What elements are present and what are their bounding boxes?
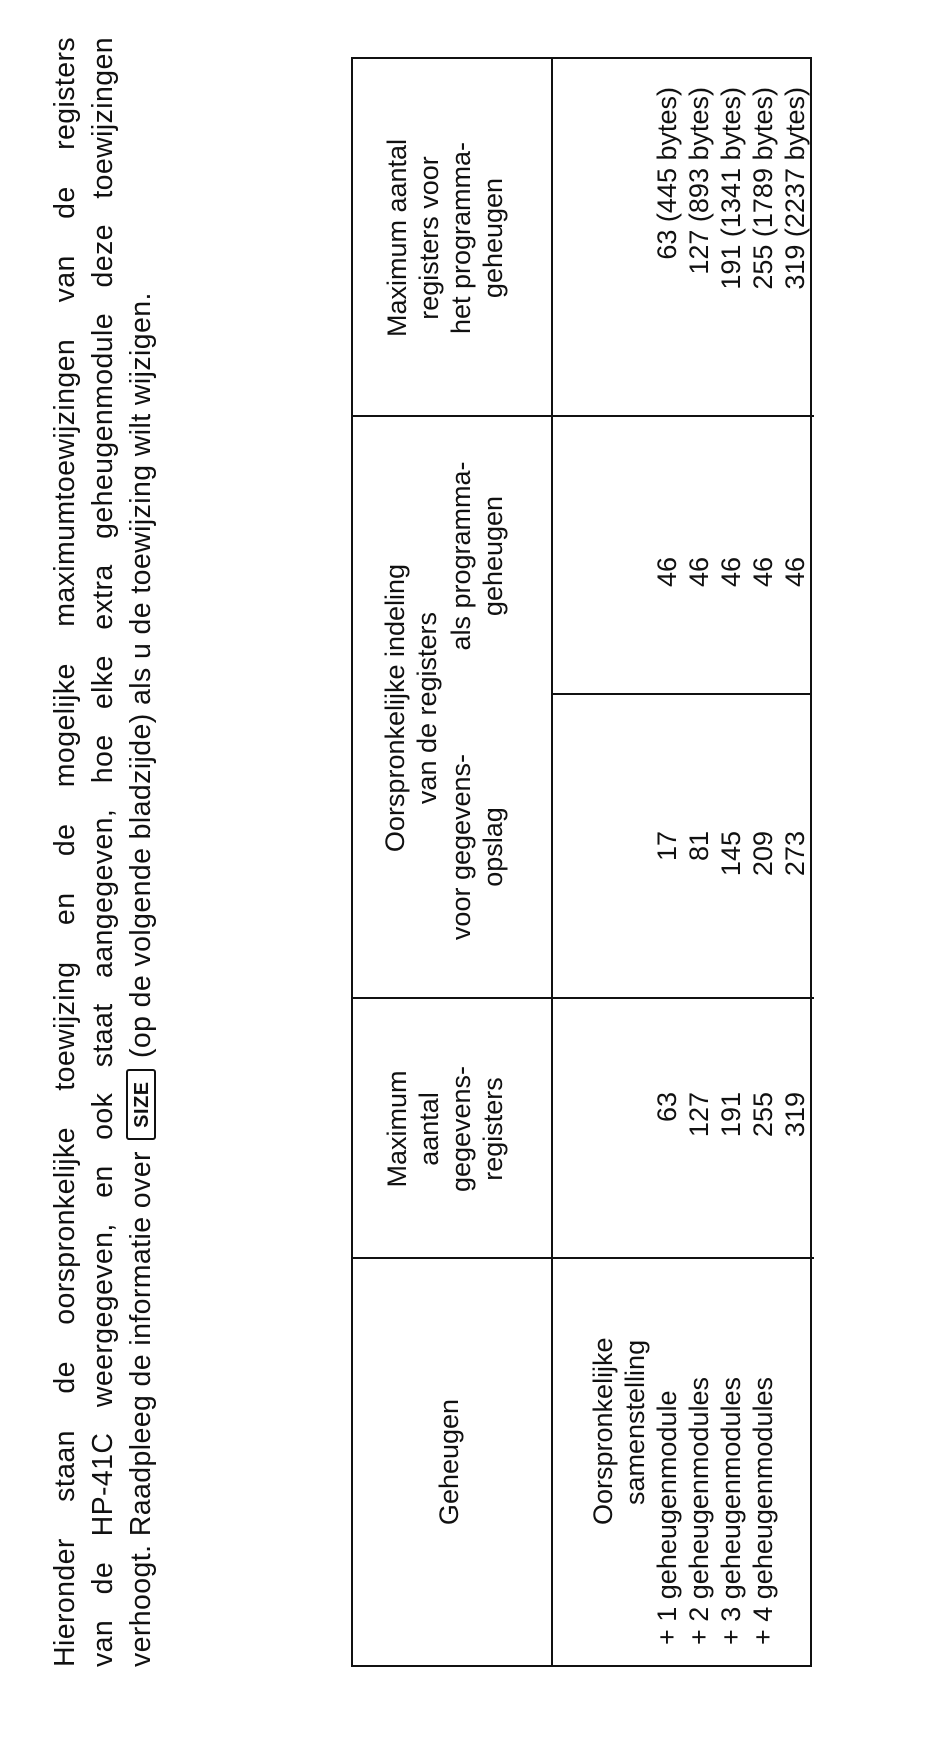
table-cell: 81 xyxy=(684,831,714,862)
table-cell: 46 xyxy=(716,557,746,588)
intro-line-3 xyxy=(122,37,160,1667)
table-cell: 17 xyxy=(652,831,682,862)
header-max-program: Maximum aantal registers voor het programma- geheugen xyxy=(382,138,508,338)
header-max-data: Maximum aantal gegevens- registers xyxy=(382,1065,508,1193)
intro-line-3-end: (op de volgende bladzijde) als u de toewijzing wilt wijzigen. xyxy=(125,292,157,1059)
header-orig-group: Oorspronkelijke indeling van de registers xyxy=(380,563,442,853)
table-row-label: + 4 geheugenmodules xyxy=(748,1377,778,1645)
table-cell: 319 (2237 bytes) xyxy=(780,87,810,290)
table-row-label: + 1 geheugenmodule xyxy=(652,1390,682,1645)
table-cell: 63 xyxy=(652,1092,682,1123)
table-cell: 127 xyxy=(684,1092,714,1138)
size-key-icon: SIZE xyxy=(126,1069,156,1139)
table-cell: 145 xyxy=(716,831,746,877)
column-max-data xyxy=(651,1092,811,1259)
table-cell: 319 xyxy=(780,1092,810,1138)
table-cell: 46 xyxy=(780,557,810,588)
table-cell: 255 (1789 bytes) xyxy=(748,87,778,290)
table-row-label: + 2 geheugenmodules xyxy=(684,1377,714,1645)
table-row-label: + 3 geheugenmodules xyxy=(716,1377,746,1645)
table-row-label: Oorspronkelijke xyxy=(588,1337,618,1525)
header-memory: Geheugen xyxy=(434,1398,464,1526)
intro-line-1: Hieronder staan de oorspronkelijke toewijzing en de mogelijke maximumtoewijzingen van de registers xyxy=(49,37,81,1667)
table-cell: 209 xyxy=(748,831,778,877)
table-row-label: samenstelling xyxy=(620,1339,650,1505)
table-cell: 63 (445 bytes) xyxy=(652,87,682,260)
column-max-program xyxy=(651,87,811,417)
intro-paragraph xyxy=(46,37,160,1667)
table-cell: 273 xyxy=(780,831,810,877)
header-divider xyxy=(551,59,553,1665)
register-allocation-table xyxy=(351,57,812,1667)
table-cell: 46 xyxy=(748,557,778,588)
header-orig-program: als programma- geheugen xyxy=(446,461,508,651)
table-cell: 46 xyxy=(684,557,714,588)
intro-line-3-start: verhoogt. Raadpleeg de informatie over xyxy=(125,1151,157,1667)
header-orig-data: voor gegevens- opslag xyxy=(446,753,508,941)
column-orig-program xyxy=(651,557,811,695)
table-cell: 127 (893 bytes) xyxy=(684,87,714,275)
intro-line-2: van de HP-41C weergegeven, en ook staat aangegeven, hoe elke extra geheugenmodule deze toewijzingen xyxy=(87,37,119,1667)
column-orig-data xyxy=(651,831,811,999)
table-cell: 255 xyxy=(748,1092,778,1138)
table-cell: 191 (1341 bytes) xyxy=(716,87,746,290)
table-cell: 46 xyxy=(652,557,682,588)
table-cell: 191 xyxy=(716,1092,746,1138)
